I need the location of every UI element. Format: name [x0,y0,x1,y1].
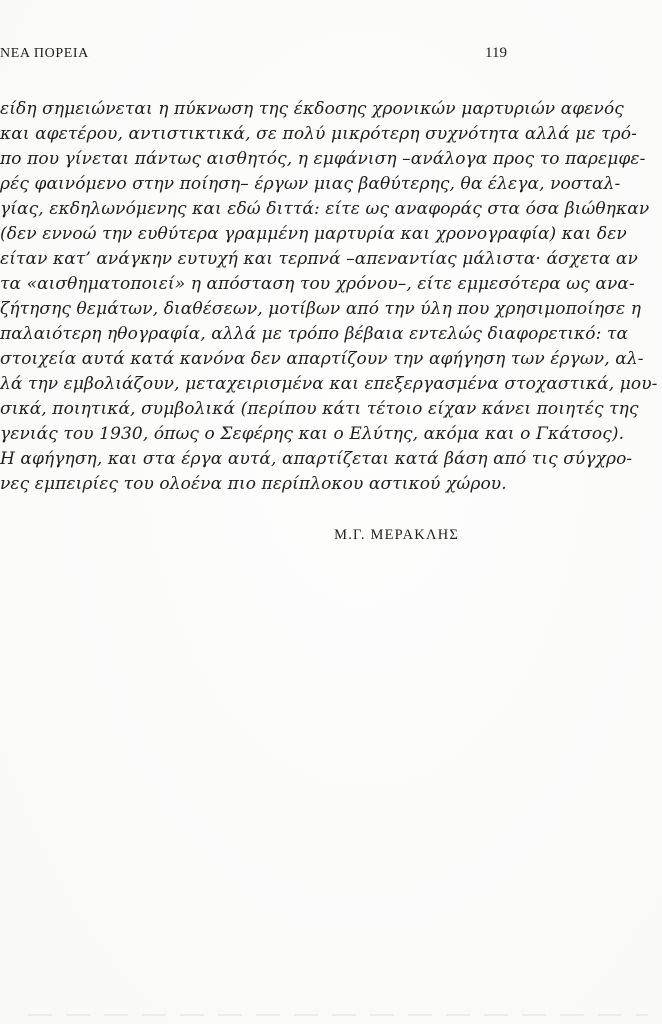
author-signature: Μ.Γ. ΜΕΡΑΚΛΗΣ [334,527,459,543]
text-line: λά την εμβολιάζουν, μεταχειρισμένα και επεξεργασμένα στοχαστικά, μου- [0,374,658,394]
signature-block [0,524,507,544]
text-line: γενιάς του 1930, όπως ο Σεφέρης και ο Ελύτης, ακόμα και ο Γκάτσος). [0,424,625,444]
text-line: ζήτησης θεμάτων, διαθέσεων, μοτίβων από την ύλη που χρησιμοποίησε η [0,299,642,319]
journal-running-title: ΝΕΑ ΠΟΡΕΙΑ [0,46,89,61]
text-line: Η αφήγηση, και στα έργα αυτά, απαρτίζεται κατά βάση από τις σύγχρο- [0,449,633,469]
text-line: σικά, ποιητικά, συμβολικά (περίπου κάτι τέτοιο είχαν κάνει ποιητές της [0,399,639,419]
text-line: ρές φαινόμενο στην ποίηση– έργων μιας βαθύτερης, θα έλεγα, νοσταλ- [0,174,621,194]
text-line: και αφετέρου, αντιστικτικά, σε πολύ μικρότερη συχνότητα αλλά με τρό- [0,124,637,144]
text-line: τα «αισθηματοποιεί» η απόσταση του χρόνου–, είτε εμμεσότερα ως ανα- [0,274,635,294]
scan-edge-artifact [28,1014,648,1016]
text-line: γίας, εκδηλωνόμενης και εδώ διττά: είτε ως αναφοράς στα όσα βιώθηκαν [0,199,650,219]
text-line: (δεν εννοώ την ευθύτερα γραμμένη μαρτυρία και χρονογραφία) και δεν [0,224,627,244]
running-head [0,45,507,62]
page-number: 119 [485,45,507,61]
article-body-paragraph [0,97,658,497]
text-line: παλαιότερη ηθογραφία, αλλά με τρόπο βέβαια εντελώς διαφορετικό: τα [0,324,629,344]
text-line: πο που γίνεται πάντως αισθητός, η εμφάνιση –ανάλογα προς το παρεμφε- [0,149,646,169]
text-line: είδη σημειώνεται η πύκνωση της έκδοσης χρονικών μαρτυριών αφενός [0,99,624,119]
text-line: είταν κατ’ ανάγκην ευτυχή και τερπνά –απεναντίας μάλιστα· άσχετα αν [0,249,638,269]
text-line: νες εμπειρίες του ολοένα πιο περίπλοκου αστικού χώρου. [0,474,507,494]
text-line: στοιχεία αυτά κατά κανόνα δεν απαρτίζουν την αφήγηση των έργων, αλ- [0,349,644,369]
